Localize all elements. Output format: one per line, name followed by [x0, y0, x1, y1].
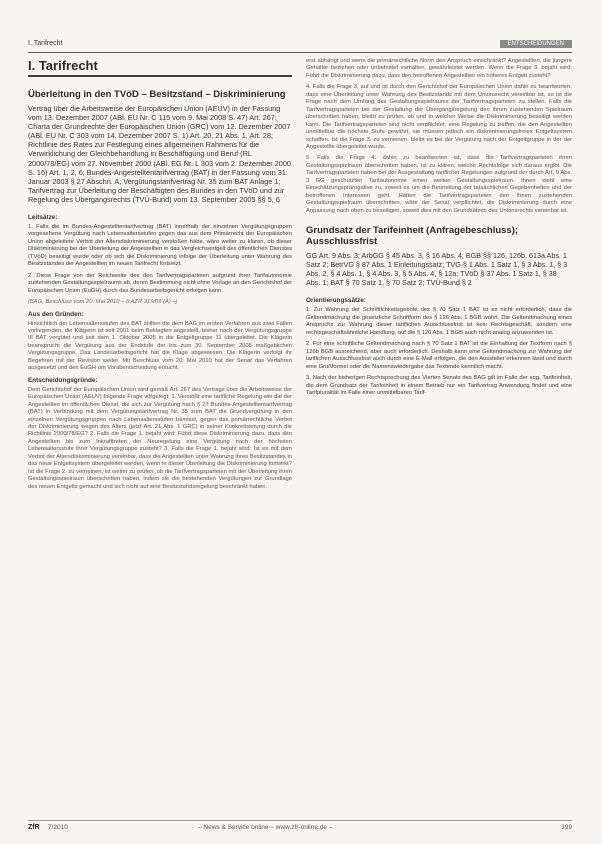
section-title: I. Tarifrecht	[28, 58, 98, 73]
second-case-heading: Grundsatz der Tarifeinheit (Anfragebeschluss); Ausschlussfrist	[306, 225, 519, 248]
decision-label: Entscheidungsgründe:	[28, 376, 98, 384]
case-heading: Überleitung in den TVöD – Besitzstand – Diskriminierung	[28, 89, 286, 100]
header-rule	[28, 52, 572, 53]
question-4: 4. Falls die Frage 3. auf und ist durch den Gerichtshof der Europäischen Union dahin zu beantworten, dass eine Überleitung unter Wahrung des Besitzstands mit dem Unionsrecht vereinbar ist, so ist die Frage nach dem Umfang des Gestaltungsspielraums der Tarifvertragsparteien zu stellen. Falls die Tarifvertragsparteien bei der Gestaltung der Übergangsregelung den ihnen zustehenden Spielraum überschritten haben, bleibt zu prüfen, ob und in welcher Weise die Diskriminierung beseitigt werden kann. Die Tarifvertragsparteien sind nicht verpflichtet, eine Regelung zu treffen, die den Angestellten unmittelbar die höchste Stufe gewährt, sie müssen jedoch ein diskriminierungsfreies Entgeltsystem schaffen. Ist die Frage 3. zu verneinen, bleibt es bei der Vergütung nach der Entgeltgruppe in der der Angestellte übergeleitet wurde.	[306, 84, 572, 150]
leitsatz-2: 2. Diese Frage von der Reichweite des den Tarifvertragsparteien aufgrund ihrer Tarifautonomie zustehenden Gestaltungsspielraums ab, deren Bestimmung nicht ohne Vorlage an den Gerichtshof der Europäischen Union (EuGH) durch das Bundesarbeitsgericht erfolgen kann.	[28, 272, 292, 294]
header-category-badge: ENTSCHEIDUNGEN	[500, 40, 572, 48]
right-column	[306, 58, 572, 401]
legal-norms: Vertrag über die Arbeitsweise der Europäischen Union (AEUV) in der Fassung vom 13. Dezember 2007 (ABl. EU Nr. C 115 vom 9. Mai 2008 S. 47) Art. 267; Charta der Grundrechte der Europäischen Union (GRC) vom 12. Dezember 2007 (ABl. EU Nr. C 303 vom 14. Dezember 2007 S. 1) Art. 20, 21 Abs. 1, Art. 28; Richtlinie des Rates zur Festlegung eines allgemeinen Rahmens für die Verwirklichung der Gleichbehandlung in Beschäftigung und Beruf (RL 2000/78/EG) vom 27. November 2000 (ABl. EG Nr. L 303 vom 2. Dezember 2000 S. 16) Art. 1, 2, 6; Bundes-Angestelltentarifvertrag (BAT) in der Fassung vom 31. Januar 2003 § 27 Abschn. A; Vergütungstarifvertrag Nr. 35 zum BAT Anlage 1; Tarifvertrag zur Überleitung der Beschäftigten des Bundes in den TVöD und zur Regelung des Übergangsrechts (TVÜ-Bund) vom 13. September 2005 §§ 5, 6	[28, 104, 291, 204]
orientierungssatz-3: 3. Nach der bisherigen Rechtsprechung des Vierten Senats des BAG gilt im Falle der sog. Tarifeinheit, die dem Grundsatz der Tarifeinheit in einem Betrieb nur ein Tarifvertrag Anwendung findet und eine Tarifpluralität im Falle einer unmittelbaren Tarif-	[306, 375, 572, 396]
footer-rule	[28, 820, 572, 821]
reasons-label: Aus den Gründen:	[28, 310, 84, 318]
orientierungssatz-2: 2. Für eine schriftliche Geltendmachung nach § 70 Satz 1 BAT ist die Einhaltung der Textform nach § 126b BGB ausreichend, aber auch erforderlich. Deshalb kann eine Geltendmachung zur Wahrung der tariflichen Ausschlussfrist auch durch eine E-Mail erfolgen, die den Aussteller erkennen lässt und durch eine Grußformel oder die Namenswiedergabe das Textende kenntlich macht.	[306, 341, 572, 370]
reasons-text: Hinsichtlich der Lebensaltersstufen des BAT sollten die dem BAG im ersten Verfahren aus zwei Fällen vorliegenden, die Klägerin ist seit 2001 beim Beklagten angestellt, bisher nach der Vergütungsgruppe III BAT vergütet und seit dem 1. Oktober 2005 in die Entgeltgruppe 11 übergeleitet. Die Klägerin beansprucht die Vergütung aus der Endstufe der bis zum 30. September 2005 maßgeblichen Vergütungsgruppe. Das Landesarbeitsgericht hat die Klage abgewiesen. Die Klägerin verfolgt ihr Begehren mit der Revision weiter. Mit Beschluss vom 20. Mai 2010 hat der Senat das Verfahren ausgesetzt und den EuGH um Vorabentscheidung ersucht.	[28, 320, 292, 372]
journal-logo: ZfR	[28, 824, 40, 831]
footer-website-line: – News & Service online – www.zfr-online.de –	[198, 824, 333, 831]
left-column	[28, 58, 292, 495]
issue-number: 7/2010	[48, 824, 68, 831]
page-footer	[28, 824, 572, 834]
leitsaetze-label: Leitsätze:	[28, 214, 58, 222]
question-5: 5. Falls die Frage 4. dahin zu beantworten ist, dass die Tarifvertragsparteien ihren Gestaltungsspielraum überschritten haben, ist zu klären, welche Rechtsfolge sich daraus ergibt. Die Tarifvertragsparteien haben bei der Ausgestaltung tariflicher Regelungen aufgrund der durch Art. 9 Abs. 3 GG geschützten Tarifautonomie einen weiten Gestaltungsspielraum. Ihnen steht eine Einschätzungsprärogative zu, soweit es um die Beurteilung der tatsächlichen Gegebenheiten und der betroffenen Interessen geht. Hätten die Tarifvertragsparteien den ihnen zustehenden Gestaltungsspielraum überschritten, wäre der Senat verpflichtet, die Diskriminierung durch eine Anpassung nach oben zu beseitigen, soweit dies mit den Grundsätzen des Unionsrechts vereinbar ist.	[306, 155, 572, 214]
section-title-rule	[28, 75, 292, 77]
leitsatz-1: 1. Falls die im Bundes-Angestelltentarifvertrag (BAT) innerhalb der einzelnen Vergütungsgruppen vorgesehene Vergütung nach Lebensaltersstufen gegen das aus dem Primärrecht der Europäischen Union abgeleitete Verbot der Altersdiskriminierung verstoßen hätte, wäre weiter zu klären, ob dieser Diskriminierung bei der Überleitung der Angestellten in das Vergleichsentgelt des öffentlichen Dienstes (TVöD) beseitigt wurde oder ob sich die Diskriminierung infolge der Überleitung unter Wahrung des Besitzstandes der Angestellten im neuen Tarifrecht fortsetzt.	[28, 224, 292, 268]
second-legal-norms: GG Art. 9 Abs. 3; ArbGG § 45 Abs. 3, § 16 Abs. 4; BGB §§ 126, 126b, 613a Abs. 1 Satz 2; BetrVG § 87 Abs. 1 Einleitungssatz; TVG § 1 Abs. 1 Satz 1, § 3 Abs. 1, § 3 Abs. 2, § 4 Abs. 1, § 4 Abs. 3, § 5 Abs. 4, § 12a; TVöD § 37 Abs. 1 Satz 1, § 38 Abs. 1; BAT § 70 Satz 1, § 70 Satz 2; TVÜ-Bund § 2	[306, 251, 568, 288]
continued-text: erst abhängt und wenn die primärrechtliche Norm den Anspruch einschränkt? Angestellten, die jüngere Gehälter beziehen oder unbefristet vorhalten, gewährleistet werden. Wenn die Frage 3. bejaht wird: Führt die Diskriminierung dazu, dass den betroffenen Angestellten ein höheres Entgelt zusteht?	[306, 58, 572, 79]
orientierungssatz-1: 1. Zur Wahrung der Schriftlichkeitsgebote des § 70 Satz 1 BAT ist es nicht erforderlich, dass die Geltendmachung die gesetzliche Schriftform des § 126 Abs. 1 BGB wahrt. Die Geltendmachung eines Anspruchs zur Wahrung dieser tariflichen Ausschlussfrist ist kein Rechtsgeschäft, sondern eine rechtsgeschäftsähnliche Handlung, auf die § 126 Abs. 1 BGB auch nicht analog anzuwenden ist.	[306, 307, 572, 336]
page-number: 399	[561, 824, 572, 831]
orientierungssaetze-label: Orientierungssätze:	[306, 297, 367, 305]
decision-text: Dem Gerichtshof der Europäischen Union wird gemäß Art. 267 des Vertrags über die Arbeitsweise der Europäischen Union (AEUV) folgende Frage vorgelegt: 1. Verstößt eine tarifliche Regelung wie die der Angestellten im öffentlichen Dienst, die sich zur Vergütung nach § 27 Bundes-Angestelltentarifvertrag (BAT) in Verbindung mit dem Vergütungstarifvertrag Nr. 35 zum BAT die Grundvergütung in den einzelnen Vergütungsgruppen nach Lebensaltersstufen bemisst, gegen das primärrechtliche Verbot der Diskriminierung wegen des Alters (jetzt Art. 21 Abs. 1 GRC) in seiner Konkretisierung durch die Richtlinie 2000/78/EG? 2. Falls die Frage 1. bejaht wird: Führt diese Diskriminierung dazu, dass den Angestellten bis zum Inkrafttreten der Neuregelung eine Vergütung nach der höchsten Lebensaltersstufe ihrer Vergütungsgruppe zusteht? 3. Falls die Frage 1. bejaht wird: Ist es mit dem Verbot der Altersdiskriminierung vereinbar, dass die Angestellten unter Wahrung ihres Besitzstandes in das neue Entgeltsystem übergeleitet werden, wenn in dieser Überleitung die Diskriminierung fortwirkt? Ist die Frage 2. zu verneinen, ist weiter zu prüfen, ob die Tarifvertragsparteien mit der Überleitung ihren Gestaltungsspielraum überschritten haben, indem sie die bestehenden Vergütungen zur Grundlage des neuen Entgelts gemacht und sich nicht auf eine Besitzstandsregelung beschränkt haben.	[28, 386, 292, 490]
running-header	[28, 40, 572, 52]
header-section-title: I. Tarifrecht	[28, 40, 63, 47]
court-citation: (BAG, Beschluss vom 20. Mai 2010 – 6 AZR 319/09 (A) –)	[28, 299, 178, 306]
